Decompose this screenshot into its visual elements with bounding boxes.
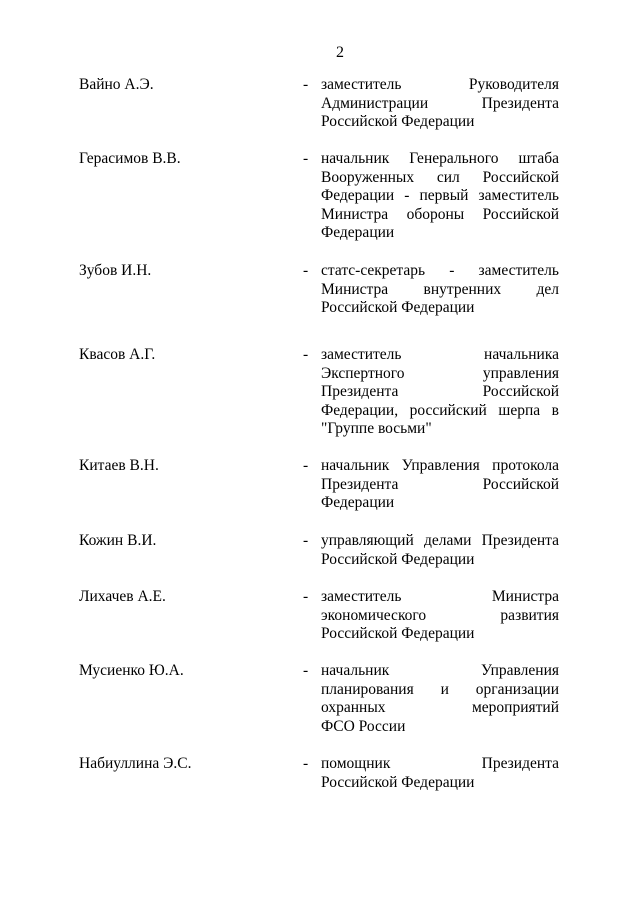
position-line: Федерации, российский шерпа в bbox=[321, 401, 559, 419]
position-line: Федерации - первый заместитель bbox=[321, 187, 559, 205]
dash-separator: - bbox=[303, 588, 309, 605]
position-line: Российской Федерации bbox=[321, 625, 475, 643]
position-line: начальник Управления протокола bbox=[321, 457, 559, 474]
position-line: заместитель Руководителя bbox=[321, 76, 559, 93]
position-title bbox=[321, 755, 559, 792]
person-name: Зубов И.Н. bbox=[79, 262, 152, 279]
position-line: статс-секретарь - заместитель bbox=[321, 262, 559, 279]
position-title bbox=[321, 262, 559, 318]
position-line: Федерации bbox=[321, 494, 395, 512]
person-name: Кожин В.И. bbox=[79, 532, 157, 549]
position-line: ФСО России bbox=[321, 717, 406, 735]
position-line: Вооруженных сил Российской bbox=[321, 168, 559, 186]
position-line: Президента Российской bbox=[321, 383, 559, 401]
person-name: Герасимов В.В. bbox=[79, 150, 181, 167]
position-line: Экспертного управления bbox=[321, 364, 559, 382]
dash-separator: - bbox=[303, 755, 309, 772]
person-name: Мусиенко Ю.А. bbox=[79, 662, 184, 679]
dash-separator: - bbox=[303, 346, 309, 363]
position-line: Российской Федерации bbox=[321, 113, 475, 131]
position-title bbox=[321, 150, 559, 243]
position-line: "Группе восьми" bbox=[321, 420, 432, 438]
position-line: начальник Генерального штаба bbox=[321, 150, 559, 167]
position-line: Администрации Президента bbox=[321, 94, 559, 112]
position-title bbox=[321, 532, 559, 569]
dash-separator: - bbox=[303, 532, 309, 549]
person-name: Вайно А.Э. bbox=[79, 76, 154, 93]
position-line: Министра внутренних дел bbox=[321, 280, 559, 298]
position-line: заместитель Министра bbox=[321, 588, 559, 605]
dash-separator: - bbox=[303, 150, 309, 167]
position-title bbox=[321, 457, 559, 513]
position-line: Российской Федерации bbox=[321, 773, 475, 791]
dash-separator: - bbox=[303, 662, 309, 679]
position-title bbox=[321, 588, 559, 644]
dash-separator: - bbox=[303, 262, 309, 279]
position-line: начальник Управления bbox=[321, 662, 559, 679]
person-name: Квасов А.Г. bbox=[79, 346, 156, 363]
position-line: экономического развития bbox=[321, 606, 559, 624]
dash-separator: - bbox=[303, 76, 309, 93]
position-line: заместитель начальника bbox=[321, 346, 559, 363]
person-name: Лихачев А.Е. bbox=[79, 588, 166, 605]
position-title bbox=[321, 346, 559, 439]
position-line: помощник Президента bbox=[321, 755, 559, 772]
position-line: охранных мероприятий bbox=[321, 699, 559, 717]
position-line: Президента Российской bbox=[321, 475, 559, 493]
position-line: Федерации bbox=[321, 224, 395, 242]
person-name: Китаев В.Н. bbox=[79, 457, 159, 474]
position-line: планирования и организации bbox=[321, 680, 559, 698]
position-line: управляющий делами Президента bbox=[321, 532, 559, 549]
dash-separator: - bbox=[303, 457, 309, 474]
position-line: Российской Федерации bbox=[321, 550, 475, 568]
page-number: 2 bbox=[336, 44, 344, 61]
position-title bbox=[321, 76, 559, 132]
position-title bbox=[321, 662, 559, 736]
position-line: Российской Федерации bbox=[321, 299, 475, 317]
position-line: Министра обороны Российской bbox=[321, 205, 559, 223]
person-name: Набиуллина Э.С. bbox=[79, 755, 192, 772]
